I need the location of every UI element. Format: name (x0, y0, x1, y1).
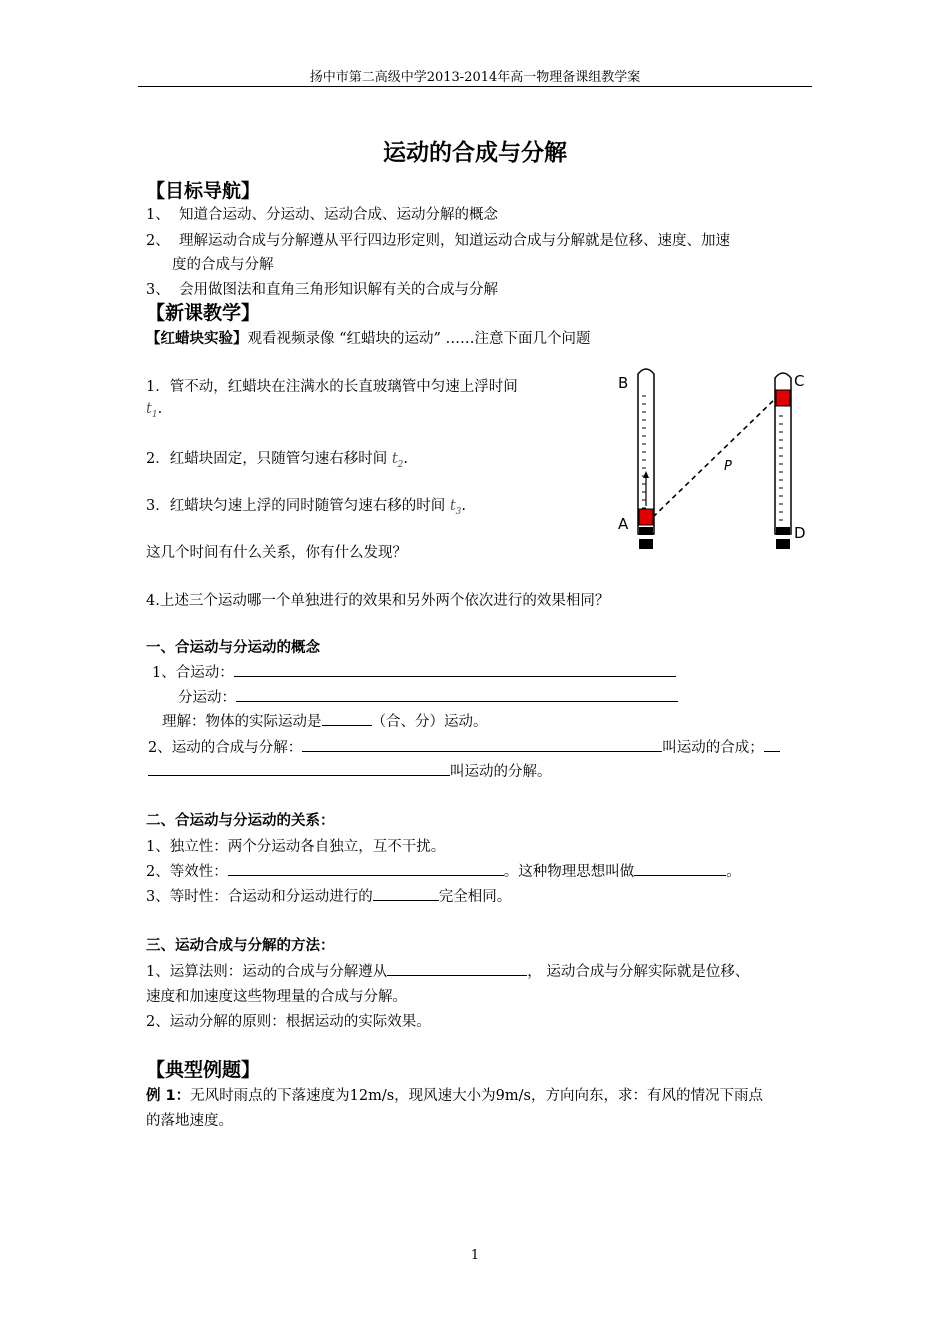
method-line-1-cont: 速度和加速度这些物理量的合成与分解。 (146, 989, 407, 1005)
concept-line-2: 分运动： (178, 686, 678, 707)
lesson-heading: 【新课教学】 (146, 302, 261, 324)
experiment-text: 观看视频录像 “红蜡块的运动” ……注意下面几个问题 (247, 331, 591, 347)
concept-line-4: 2、运动的合成与分解： 叫运动的合成； (148, 736, 780, 757)
blank-decomposition[interactable] (148, 761, 450, 776)
header-rule (138, 86, 812, 87)
label-d: D (794, 524, 806, 542)
relation-line-2: 2、等效性： 。这种物理思想叫做 。 (146, 860, 741, 881)
question-1-var: $t_1$. (146, 401, 163, 420)
method-heading: 三、运动合成与分解的方法： (146, 938, 335, 954)
experiment-line (146, 327, 591, 348)
concept-line-1: 1、合运动： (152, 661, 676, 682)
method-line-1: 1、运算法则：运动的合成与分解遵从 ， 运动合成与分解实际就是位移、 (146, 960, 749, 981)
question-1: 1．管不动，红蜡块在注满水的长直玻璃管中匀速上浮时间 (146, 379, 518, 395)
relation-line-1: 1、独立性：两个分运动各自独立，互不干扰。 (146, 839, 446, 855)
question-4: 4.上述三个运动哪一个单独进行的效果和另外两个依次进行的效果相同？ (146, 593, 610, 609)
blank-component-motion[interactable] (236, 687, 678, 702)
goal-num: 2、 (146, 233, 170, 249)
goal-num: 1、 (146, 207, 170, 223)
goal-num: 3、 (146, 282, 170, 298)
goal-text: 会用做图法和直角三角形知识解有关的合成与分解 (178, 282, 498, 298)
red-wax-tube-figure (608, 366, 814, 560)
label-b: B (618, 374, 629, 392)
blank-physics-idea[interactable] (634, 861, 726, 876)
label-p: P (724, 459, 732, 474)
right-tube (775, 373, 791, 549)
goals-heading: 【目标导航】 (146, 180, 261, 202)
concept-heading: 一、合运动与分运动的概念 (146, 640, 320, 656)
example-tag: 例 1： (146, 1088, 191, 1104)
left-tube (638, 369, 654, 549)
goal-text: 知道合运动、分运动、运动合成、运动分解的概念 (178, 207, 498, 223)
path-p-dashed-line (653, 398, 776, 517)
label-c: C (794, 372, 805, 390)
goal-item-3 (146, 278, 498, 299)
goal-text: 理解运动合成与分解遵从平行四边形定则，知道运动合成与分解就是位移、速度、加速 (178, 233, 730, 249)
page-header: 扬中市第二高级中学2013-2014年高一物理备课组教学案 (309, 70, 641, 85)
question-relation: 这几个时间有什么关系，你有什么发现？ (146, 545, 407, 561)
goal-item-1 (146, 203, 498, 224)
relation-line-3: 3、等时性：合运动和分运动进行的 完全相同。 (146, 885, 511, 906)
blank-combined-motion[interactable] (234, 662, 676, 677)
blank-composition[interactable] (302, 737, 662, 752)
question-3: 3．红蜡块匀速上浮的同时随管匀速右移的时间 $t_3$. (146, 498, 467, 517)
label-a: A (618, 515, 629, 533)
examples-heading: 【典型例题】 (146, 1059, 261, 1081)
relation-heading: 二、合运动与分运动的关系： (146, 813, 335, 829)
page-number: 1 (470, 1248, 480, 1263)
experiment-tag: 【红蜡块实验】 (146, 331, 248, 347)
blank-simultaneity[interactable] (373, 886, 439, 901)
blank-actual-motion[interactable] (322, 711, 372, 726)
question-2: 2．红蜡块固定，只随管匀速右移时间 $t_2$. (146, 451, 409, 470)
blank-equivalence[interactable] (228, 861, 504, 876)
concept-line-5: 叫运动的分解。 (148, 760, 552, 781)
blank-operation-rule[interactable] (387, 961, 527, 976)
example-1-line-2: 的落地速度。 (146, 1113, 233, 1129)
example-1-line-1: 例 1：无风时雨点的下落速度为12m/s，现风速大小为9m/s，方向向东，求：有风的情况下雨点 (146, 1088, 763, 1104)
page-title: 运动的合成与分解 (383, 140, 567, 166)
concept-line-3: 理解：物体的实际运动是 （合、分）运动。 (162, 710, 488, 731)
goal-item-2 (146, 229, 730, 250)
goal-item-2-cont: 度的合成与分解 (172, 257, 274, 273)
method-line-2: 2、运动分解的原则：根据运动的实际效果。 (146, 1014, 431, 1030)
